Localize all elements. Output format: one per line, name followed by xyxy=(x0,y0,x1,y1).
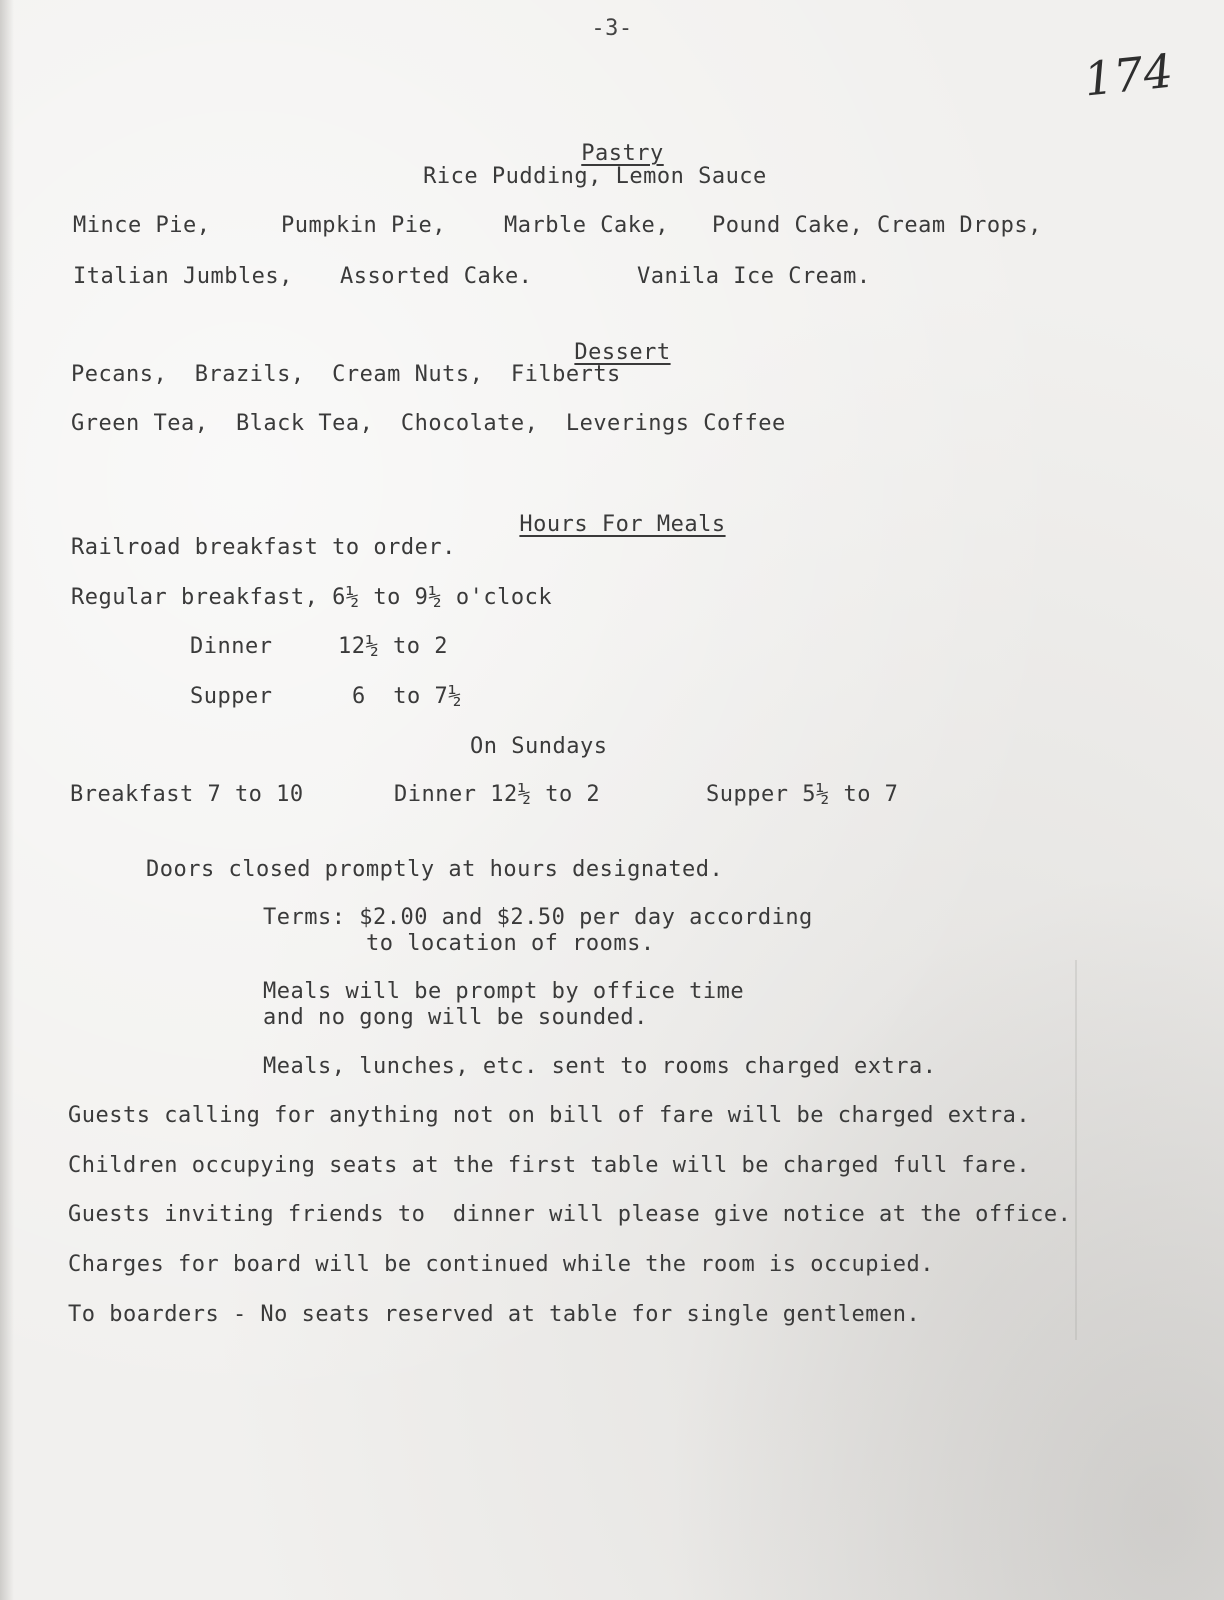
pastry-item: Assorted Cake. xyxy=(340,264,533,289)
terms-line-2: to location of rooms. xyxy=(366,931,655,956)
supper-label: Supper xyxy=(190,684,273,709)
dinner-time: 12½ to 2 xyxy=(338,634,448,659)
meals-notice-line-1: Meals will be prompt by office time xyxy=(263,979,745,1004)
sunday-supper: Supper 5½ to 7 xyxy=(706,782,899,807)
rule-line: To boarders - No seats reserved at table for single gentlemen. xyxy=(68,1302,921,1327)
pastry-line-1: Rice Pudding, Lemon Sauce xyxy=(423,164,767,189)
rule-line: Guests inviting friends to dinner will please give notice at the office. xyxy=(68,1202,1072,1227)
supper-time: 6 to 7½ xyxy=(352,684,462,709)
rule-line: Guests calling for anything not on bill of fare will be charged extra. xyxy=(68,1103,1031,1128)
pastry-item: Pound Cake, Cream Drops, xyxy=(712,213,1042,238)
page-number: -3- xyxy=(591,16,633,41)
pastry-item: Pumpkin Pie, xyxy=(281,213,446,238)
pastry-item: Vanila Ice Cream. xyxy=(637,264,871,289)
terms-line-1: Terms: $2.00 and $2.50 per day according xyxy=(263,905,813,930)
sundays-heading: On Sundays xyxy=(470,734,608,759)
sunday-dinner: Dinner 12½ to 2 xyxy=(394,782,601,807)
railroad-breakfast-line: Railroad breakfast to order. xyxy=(71,535,456,560)
rooms-notice: Meals, lunches, etc. sent to rooms charged extra. xyxy=(263,1054,937,1079)
pastry-item: Mince Pie, xyxy=(73,213,211,238)
paper-crease xyxy=(1075,960,1077,1340)
sunday-breakfast: Breakfast 7 to 10 xyxy=(70,782,304,807)
paper-edge-shadow xyxy=(0,0,14,1600)
pastry-item: Marble Cake, xyxy=(504,213,669,238)
meals-notice-line-2: and no gong will be sounded. xyxy=(263,1005,648,1030)
dessert-drinks-line: Green Tea, Black Tea, Chocolate, Leverings Coffee xyxy=(71,411,786,436)
pastry-heading: Pastry xyxy=(581,141,664,166)
hours-heading: Hours For Meals xyxy=(519,512,726,537)
dessert-nuts-line: Pecans, Brazils, Cream Nuts, Filberts xyxy=(71,362,621,387)
rule-line: Charges for board will be continued while the room is occupied. xyxy=(68,1252,934,1277)
pastry-item: Italian Jumbles, xyxy=(73,264,293,289)
regular-breakfast-line: Regular breakfast, 6½ to 9½ o'clock xyxy=(71,585,553,610)
dessert-heading: Dessert xyxy=(574,340,671,365)
doors-notice: Doors closed promptly at hours designated. xyxy=(146,857,724,882)
rule-line: Children occupying seats at the first table will be charged full fare. xyxy=(68,1153,1031,1178)
handwritten-folio-number: 174 xyxy=(1081,43,1176,107)
dinner-label: Dinner xyxy=(190,634,273,659)
